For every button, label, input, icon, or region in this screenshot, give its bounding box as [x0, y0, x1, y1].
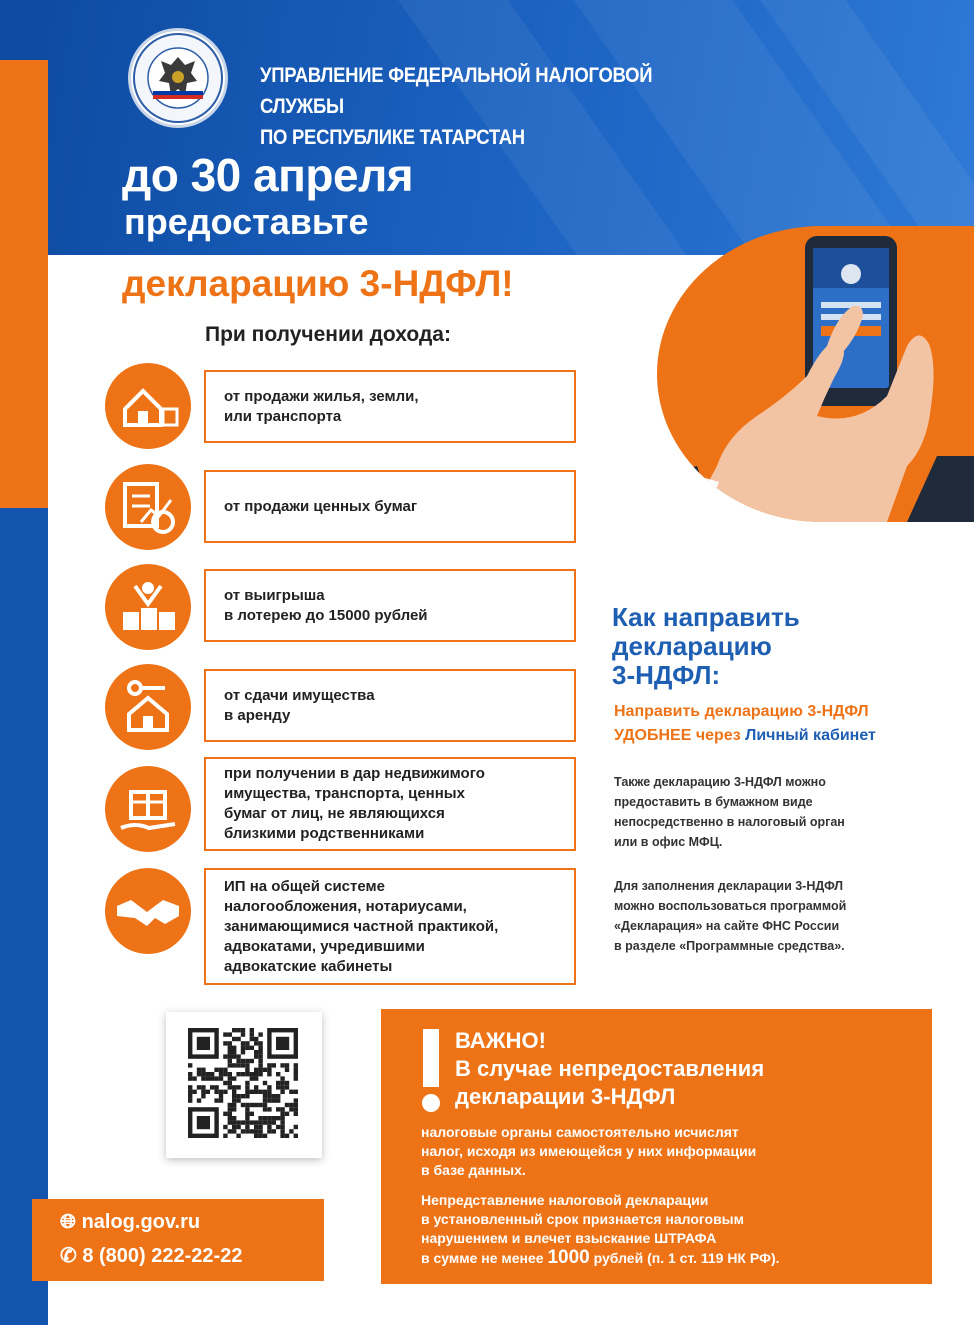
important-title-line: декларации 3-НДФЛ	[455, 1084, 676, 1109]
income-item-line: в лотерею до 15000 рублей	[224, 606, 428, 624]
paragraph-line: в установленный срок признается налоговым	[421, 1211, 744, 1227]
paragraph-line: налог, исходя из имеющейся у них информации	[421, 1143, 757, 1159]
income-item	[204, 370, 576, 443]
paragraph-line: непосредственно в налоговый орган	[614, 815, 845, 829]
house-land-icon	[105, 363, 191, 449]
site-link[interactable]: nalog.gov.ru	[81, 1211, 201, 1233]
income-item-line: бумаг от лиц, не являющихся	[224, 805, 445, 822]
income-item-line: налогообложения, нотариусами,	[224, 897, 467, 915]
how-line2	[614, 727, 876, 745]
paragraph-line: нарушением и влечет взыскание ШТРАФА	[421, 1230, 717, 1246]
how-title-line: Как направить	[612, 602, 800, 632]
income-item-line: или транспорта	[224, 407, 342, 425]
paragraph-line: можно воспользоваться программой	[614, 899, 847, 913]
fine-text: рублей (п. 1 ст. 119 НК РФ).	[593, 1250, 780, 1266]
important-title-line: ВАЖНО!	[455, 1028, 546, 1053]
org-name	[260, 60, 718, 153]
software-paragraph	[614, 876, 944, 956]
phone-number[interactable]: 8 (800) 222-22-22	[82, 1245, 243, 1267]
key-house-icon	[105, 664, 191, 750]
income-item-line: от сдачи имущества	[224, 686, 375, 704]
important-paragraph-2	[421, 1191, 901, 1268]
phone-illustration	[657, 226, 974, 522]
org-name-line1: УПРАВЛЕНИЕ ФЕДЕРАЛЬНОЙ НАЛОГОВОЙ СЛУЖБЫ	[260, 64, 653, 118]
income-item-line: ИП на общей системе	[224, 877, 385, 895]
income-item	[204, 669, 576, 742]
paragraph-line: налоговые органы самостоятельно исчислят	[421, 1124, 739, 1140]
paragraph-line: в базе данных.	[421, 1162, 526, 1178]
important-paragraph-1	[421, 1123, 901, 1180]
income-heading: При получении дохода:	[205, 323, 451, 346]
fns-emblem-icon	[128, 28, 228, 128]
exclamation-icon	[419, 1029, 443, 1115]
paragraph-line: Также декларацию 3-НДФЛ можно	[614, 775, 826, 789]
headline-declaration: декларацию 3-НДФЛ!	[122, 263, 514, 304]
paragraph-line: или в офис МФЦ.	[614, 835, 723, 849]
how-line1: Направить декларацию 3-НДФЛ	[614, 703, 869, 720]
income-item-line: имущества, транспорта, ценных	[224, 785, 465, 802]
qr-code-card[interactable]	[166, 1012, 322, 1158]
income-item-line: от продажи жилья, земли,	[224, 387, 419, 405]
income-item-line: от продажи ценных бумаг	[224, 497, 418, 515]
contact-box	[32, 1199, 324, 1281]
phone-line[interactable]	[60, 1243, 242, 1268]
how-title-line: декларацию	[612, 631, 772, 661]
income-item-line: при получении в дар недвижимого	[224, 765, 485, 782]
lottery-win-icon	[105, 564, 191, 650]
paper-submission-paragraph	[614, 772, 944, 852]
paragraph-line: Для заполнения декларации 3-НДФЛ	[614, 879, 844, 893]
important-title	[455, 1027, 895, 1111]
headline-submit: предоставьте	[124, 201, 369, 242]
how-line2-orange: УДОБНЕЕ через	[614, 727, 741, 744]
how-title	[612, 603, 952, 690]
paragraph-line: предоставить в бумажном виде	[614, 795, 813, 809]
income-item	[204, 868, 576, 985]
left-orange-bar	[0, 60, 48, 508]
income-item	[204, 757, 576, 851]
income-item-line: в аренду	[224, 706, 291, 724]
how-title-line: 3-НДФЛ:	[612, 660, 721, 690]
paragraph-line: Непредставление налоговой декларации	[421, 1192, 709, 1208]
globe-icon: 🌐︎	[60, 1211, 76, 1233]
org-name-line2: ПО РЕСПУБЛИКЕ ТАТАРСТАН	[260, 126, 525, 149]
income-item	[204, 470, 576, 543]
securities-chart-icon	[105, 464, 191, 550]
paragraph-line: в разделе «Программные средства».	[614, 939, 845, 953]
personal-account-link[interactable]: Личный кабинет	[745, 727, 876, 744]
important-title-line: В случае непредоставления	[455, 1056, 765, 1081]
income-item-line: адвокатские кабинеты	[224, 957, 393, 975]
phone-icon: ✆	[60, 1245, 77, 1267]
headline-date: до 30 апреля	[122, 149, 414, 201]
gift-hand-icon	[105, 766, 191, 852]
income-item-line: от выигрыша	[224, 586, 325, 604]
qr-code-icon[interactable]	[166, 1012, 322, 1158]
income-item	[204, 569, 576, 642]
important-box	[381, 1009, 932, 1284]
paragraph-line	[421, 1248, 901, 1268]
income-item-line: близкими родственниками	[224, 825, 425, 842]
site-line[interactable]	[60, 1211, 200, 1234]
fine-text: в сумме не менее	[421, 1250, 544, 1266]
income-item-line: адвокатами, учредившими	[224, 937, 425, 955]
paragraph-line: «Декларация» на сайте ФНС России	[614, 919, 840, 933]
fine-amount: 1000	[547, 1247, 590, 1268]
income-item-line: занимающимися частной практикой,	[224, 917, 499, 935]
handshake-icon	[105, 868, 191, 954]
